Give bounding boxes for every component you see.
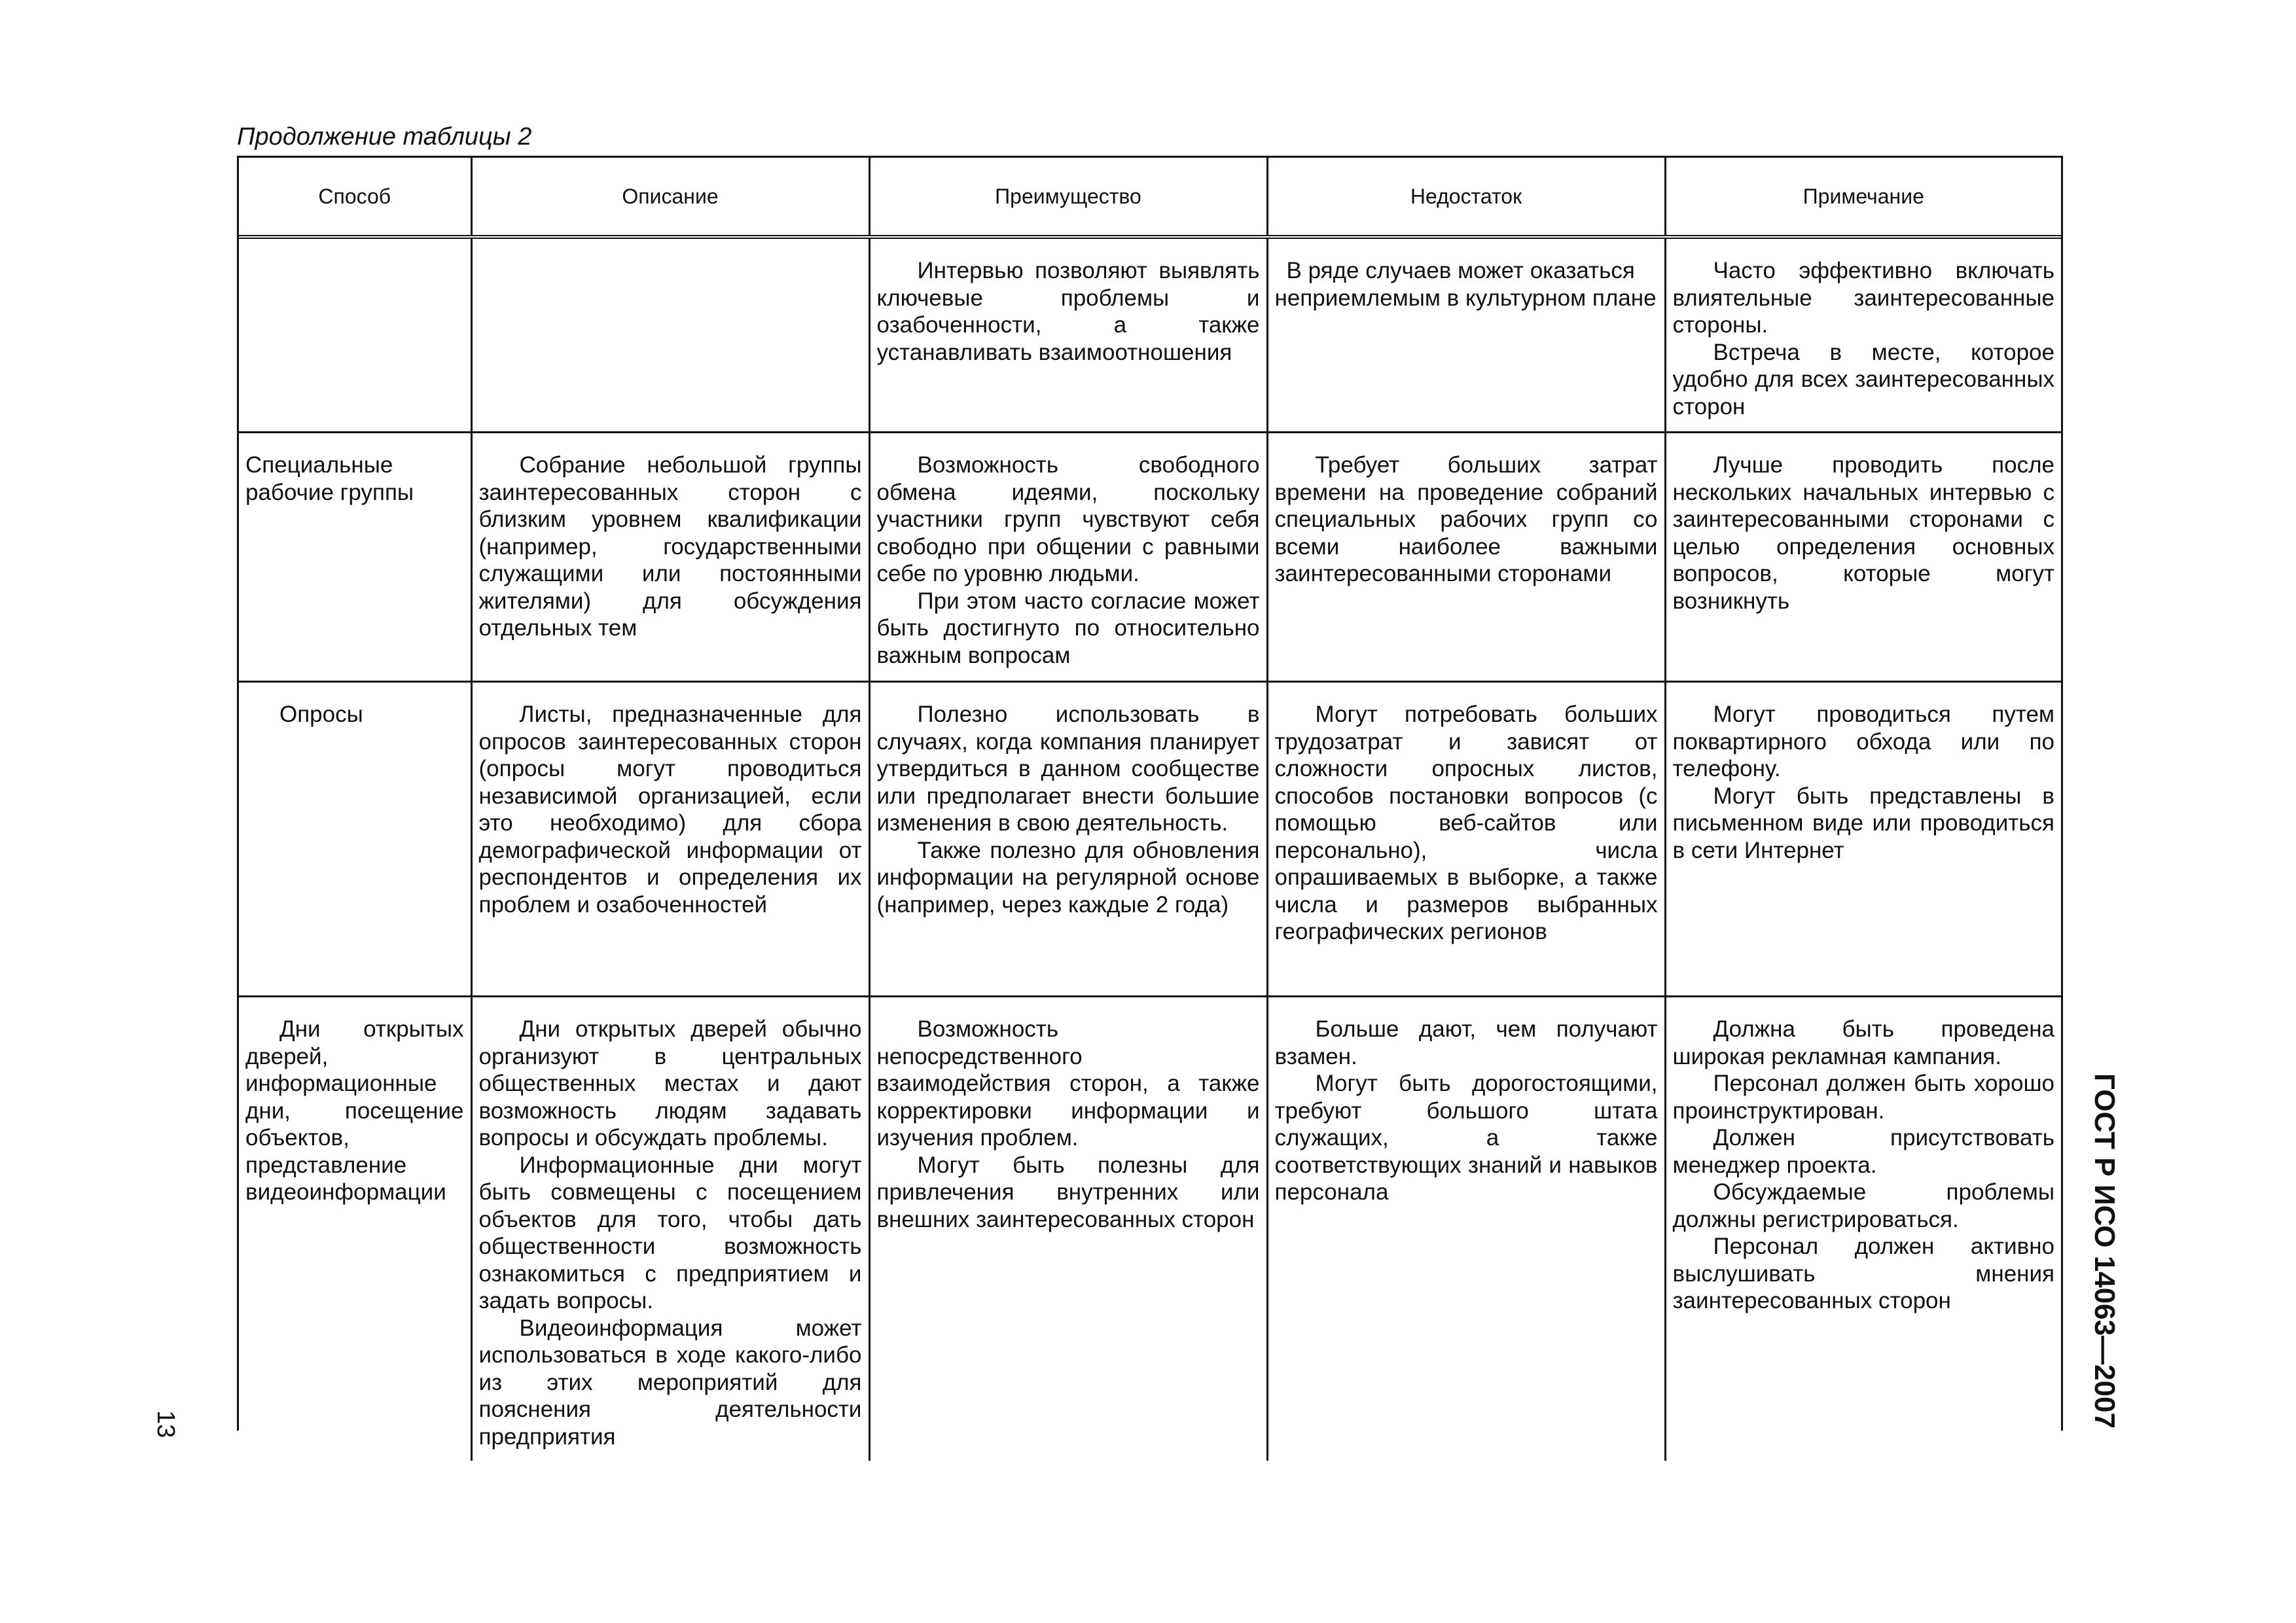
paragraph: Обсуждаемые проблемы должны регистрироваться.: [1672, 1179, 2054, 1232]
cell-description: [471, 997, 869, 1461]
stakeholder-methods-table-frame: [237, 156, 2063, 1450]
cell-method: [239, 997, 471, 1461]
paragraph: Возможность непосредственного взаимодействия сторон, а также корректировки информации и изучения проблем.: [876, 1016, 1260, 1150]
paragraph: Могут быть представлены в письменном виде или проводиться в сети Интернет: [1672, 783, 2054, 863]
paragraph: Персонал должен активно выслушивать мнения заинтересованных сторон: [1672, 1234, 2054, 1313]
paragraph: Должен присутствовать менеджер проекта.: [1672, 1125, 2054, 1178]
paragraph: Могут быть дорогостоящими, требуют большого штата служащих, а также соответствующих знаний и навыков персонала: [1274, 1071, 1658, 1205]
paragraph: Дни открытых дверей обычно организуют в центральных общественных местах и дают возможность людям задавать вопросы и обсуждать проблемы.: [478, 1016, 862, 1150]
cell-disadvantage: [1267, 433, 1665, 682]
paragraph: Также полезно для обновления информации на регулярной основе (например, через каждые 2 года): [876, 837, 1260, 918]
paragraph: Персонал должен быть хорошо проинструктирован.: [1672, 1071, 2054, 1124]
paragraph: В ряде случаев может оказаться неприемлемым в культурном плане: [1274, 258, 1657, 311]
cell-note: [1665, 237, 2061, 433]
table-row: [239, 997, 2061, 1461]
paragraph: Часто эффективно включать влиятельные заинтересованные стороны.: [1672, 258, 2054, 338]
paragraph: Специальные рабочие группы: [245, 452, 414, 505]
paragraph: Полезно использовать в случаях, когда компания планирует утвердиться в данном сообществе или предполагает внести большие изменения в свою деятельность.: [876, 702, 1260, 836]
cell-disadvantage: [1267, 237, 1665, 433]
cell-method: [239, 433, 471, 682]
paragraph: Требует больших затрат времени на проведение собраний специальных рабочих групп со всеми наиболее важными заинтересованными сторонами: [1274, 452, 1658, 586]
paragraph: Листы, предназначенные для опросов заинтересованных сторон (опросы могут проводиться независимой организацией, если это необходимо) для сбора демографической информации от респондентов и определения их проблем и озабоченностей: [478, 702, 862, 918]
paragraph: Возможность свободного обмена идеями, поскольку участники групп чувствуют себя свободно при общении с равными себе по уровню людьми.: [876, 452, 1260, 586]
table-row: [239, 682, 2061, 997]
paragraph: Лучше проводить после нескольких начальных интервью с заинтересованными сторонами с целью определения основных вопросов, которые могут возникнуть: [1672, 452, 2054, 614]
paragraph: Дни открытых дверей, информационные дни, посещение объектов, представление видеоинформации: [245, 1016, 464, 1205]
paragraph: Опросы: [279, 702, 363, 727]
cell-description: [471, 682, 869, 997]
cell-advantage: [869, 682, 1267, 997]
cell-description: [471, 237, 869, 433]
paragraph: Информационные дни могут быть совмещены с посещением объектов для того, чтобы дать общественности возможность ознакомиться с предприятием и задать вопросы.: [478, 1152, 862, 1313]
cell-disadvantage: [1267, 682, 1665, 997]
header-disadvantage: Недостаток: [1267, 158, 1665, 237]
header-method: Способ: [239, 158, 471, 237]
paragraph: Собрание небольшой группы заинтересованных сторон с близким уровнем квалификации (например, государственными служащими или постоянными жителями) для обсуждения отдельных тем: [478, 452, 862, 641]
cell-method: [239, 682, 471, 997]
paragraph: Больше дают, чем получают взамен.: [1274, 1016, 1658, 1069]
cell-note: [1665, 682, 2061, 997]
header-advantage: Преимущество: [869, 158, 1267, 237]
header-description: Описание: [471, 158, 869, 237]
cell-method: [239, 237, 471, 433]
page-number: 13: [152, 1410, 179, 1438]
cell-advantage: [869, 433, 1267, 682]
cell-advantage: [869, 997, 1267, 1461]
cell-advantage: [869, 237, 1267, 433]
paragraph: Должна быть проведена широкая рекламная кампания.: [1672, 1016, 2054, 1069]
paragraph: Могут потребовать больших трудозатрат и зависят от сложности опросных листов, способов постановки вопросов (с помощью веб-сайтов или персонально), числа опрашиваемых в выборке, а также числа и размеров выбранных географических регионов: [1274, 702, 1658, 944]
paragraph: Могут быть полезны для привлечения внутренних или внешних заинтересованных сторон: [876, 1152, 1260, 1232]
table-caption: Продолжение таблицы 2: [237, 123, 532, 151]
cell-note: [1665, 433, 2061, 682]
header-note: Примечание: [1665, 158, 2061, 237]
cell-description: [471, 433, 869, 682]
table-row: [239, 237, 2061, 433]
paragraph: Видеоинформация может использоваться в ходе какого-либо из этих мероприятий для пояснения деятельности предприятия: [478, 1315, 862, 1450]
table-header-row: [239, 158, 2061, 237]
paragraph: Интервью позволяют выявлять ключевые проблемы и озабоченности, а также устанавливать взаимоотношения: [876, 258, 1260, 365]
paragraph: Могут проводиться путем поквартирного обхода или по телефону.: [1672, 702, 2054, 781]
table-row: [239, 433, 2061, 682]
paragraph: При этом часто согласие может быть достигнуто по относительно важным вопросам: [876, 588, 1260, 668]
stakeholder-methods-table: [239, 158, 2061, 1461]
standard-designation: ГОСТ Р ИСО 14063—2007: [2089, 1073, 2121, 1429]
cell-disadvantage: [1267, 997, 1665, 1461]
paragraph: Встреча в месте, которое удобно для всех заинтересованных сторон: [1672, 339, 2054, 419]
cell-note: [1665, 997, 2061, 1461]
